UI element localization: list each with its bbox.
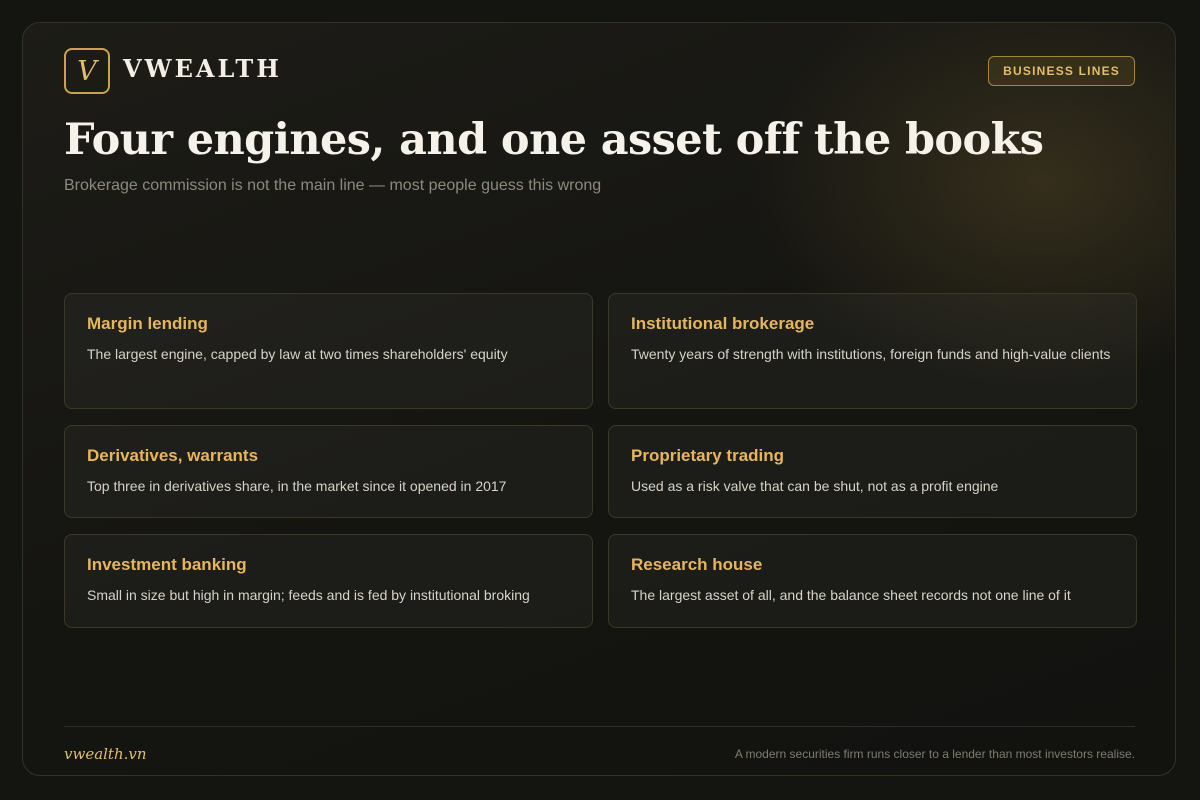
card-institutional-brokerage [608,293,1137,409]
card-research-house [608,534,1137,628]
card-title: Research house [631,555,763,574]
footer-divider [64,726,1135,727]
section-badge: BUSINESS LINES [988,56,1135,86]
footer-site-link[interactable]: vwealth.vn [64,745,147,763]
card-description: Small in size but high in margin; feeds and is fed by institutional broking [87,587,530,604]
card-proprietary-trading [608,425,1137,518]
card-investment-banking [64,534,593,628]
card-description: Top three in derivatives share, in the market since it opened in 2017 [87,478,507,495]
card-title: Institutional brokerage [631,314,815,333]
card-description: The largest asset of all, and the balance sheet records not one line of it [631,587,1071,604]
card-title: Margin lending [87,314,208,333]
footer-note: A modern securities firm runs closer to a lender than most investors realise. [734,747,1135,761]
card-derivatives-warrants [64,425,593,518]
slide-frame [22,22,1176,776]
logo-mark [64,48,110,94]
page-subtitle: Brokerage commission is not the main line — most people guess this wrong [64,177,602,194]
logo-letter: V [77,55,97,87]
card-title: Investment banking [87,555,247,574]
card-title: Derivatives, warrants [87,446,259,465]
brand-name: VWEALTH [123,54,282,83]
card-title: Proprietary trading [631,446,785,465]
card-description: Used as a risk valve that can be shut, not as a profit engine [631,478,999,495]
card-margin-lending [64,293,593,409]
page-title: Four engines, and one asset off the books [64,115,1044,165]
card-description: Twenty years of strength with institutions, foreign funds and high-value clients [631,346,1111,363]
card-description: The largest engine, capped by law at two times shareholders' equity [87,346,508,363]
